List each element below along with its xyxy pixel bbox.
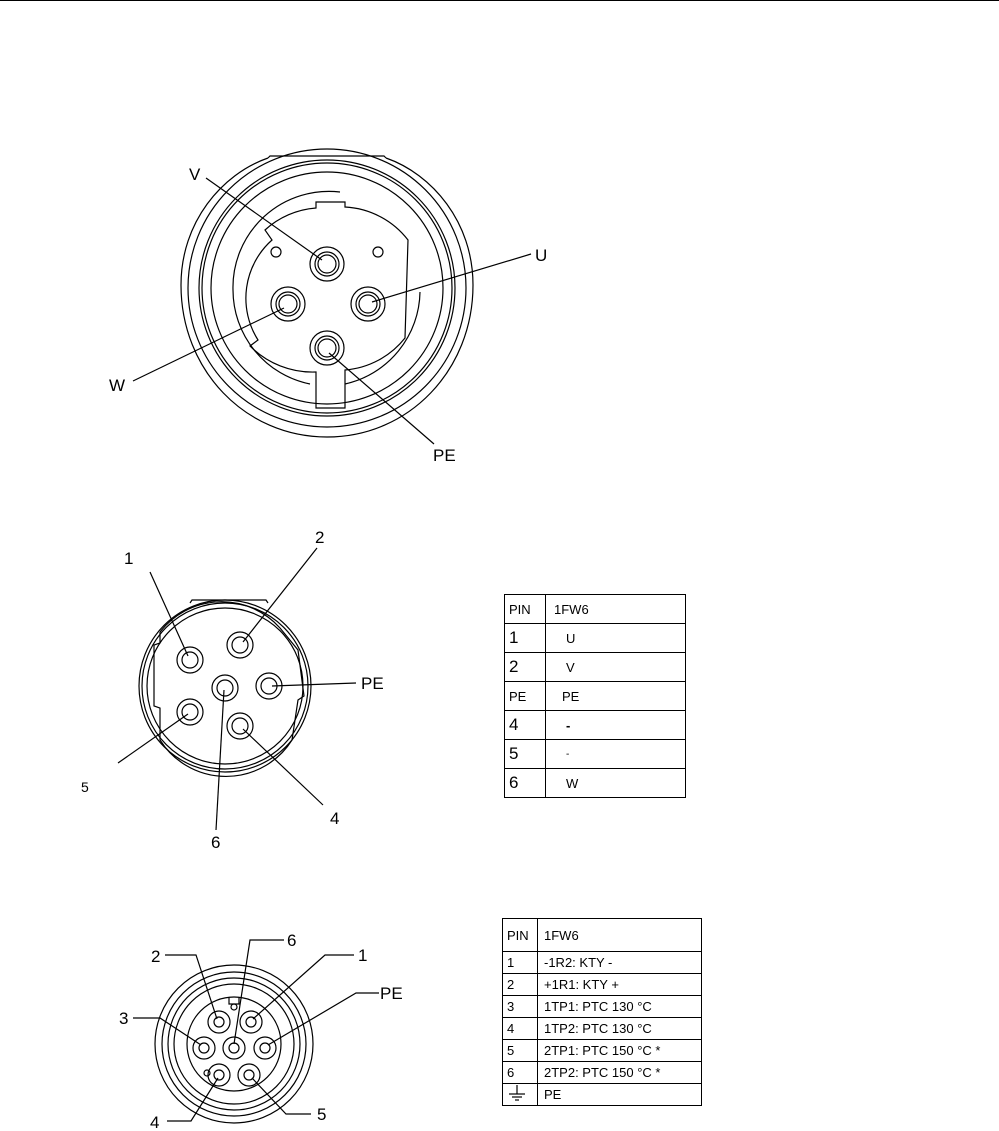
value-cell: U [546,624,686,653]
table-header [503,919,702,952]
label-u: U [535,246,548,265]
power-connector [133,149,531,444]
value-cell: 2TP2: PTC 150 °C * [538,1062,702,1084]
value-cell: W [546,769,686,798]
leader-pe2 [272,683,356,686]
leader-w [133,308,284,381]
label-pin4: 4 [330,809,340,828]
table-row [505,682,686,711]
value-cell: 1TP1: PTC 130 °C [538,996,702,1018]
table-row [503,952,702,974]
label-v: V [189,165,201,184]
label-pin5: 5 [81,779,89,795]
pin-cell: 5 [505,740,546,769]
pin-cell [503,1084,538,1106]
label-w: W [109,376,126,395]
pin-cell: 3 [503,996,538,1018]
pin-table-power [504,594,686,798]
pin-cell: 2 [505,653,546,682]
label-pin2: 2 [315,528,325,547]
pin-cell: 5 [503,1040,538,1062]
label-sig-pin1: 1 [358,946,368,965]
value-cell: V [546,653,686,682]
table-row [503,1018,702,1040]
label-pe2: PE [361,674,384,693]
table-row [503,1062,702,1084]
pin-cell: 1 [505,624,546,653]
label-sig-pin3: 3 [119,1009,129,1028]
table-row [503,1040,702,1062]
label-pin1: 1 [124,549,134,568]
table-header [505,595,686,624]
leader-pin1 [150,572,188,656]
header-value: 1FW6 [538,919,702,952]
label-pin6: 6 [211,833,221,852]
label-sig-pin2: 2 [151,947,161,966]
label-pe: PE [433,446,456,465]
value-cell: +1R1: KTY + [538,974,702,996]
label-sig-pin6: 6 [287,931,297,950]
leader-pin6 [216,690,224,830]
table-row [505,711,686,740]
table-row [503,996,702,1018]
ground-icon [507,1084,527,1102]
pin-cell: 1 [503,952,538,974]
label-sig-pe: PE [380,984,403,1003]
header-value: 1FW6 [546,595,686,624]
table-row [505,653,686,682]
value-cell: 1TP2: PTC 130 °C [538,1018,702,1040]
pin-cell: 6 [505,769,546,798]
value-cell: - [546,740,686,769]
value-cell: - [546,711,686,740]
value-cell: 2TP1: PTC 150 °C * [538,1040,702,1062]
pin-cell: PE [505,682,546,711]
table-row [503,1084,702,1106]
pin-cell: 6 [503,1062,538,1084]
leader-pin5 [118,714,188,763]
pin-cell: 4 [505,711,546,740]
six-pin-connector [118,548,356,830]
label-sig-pin4: 4 [150,1113,160,1131]
value-cell: PE [538,1084,702,1106]
value-cell: -1R2: KTY - [538,952,702,974]
label-sig-pin5: 5 [317,1105,327,1124]
pin-table-signal [502,918,702,1106]
pin-cell: 2 [503,974,538,996]
value-cell: PE [546,682,686,711]
leader-sig-pin3 [133,1018,201,1045]
table-row [505,769,686,798]
header-pin: PIN [505,595,546,624]
table-row [505,624,686,653]
table-row [505,740,686,769]
signal-connector [133,940,379,1123]
pin-cell: 4 [503,1018,538,1040]
header-pin: PIN [503,919,538,952]
table-row [503,974,702,996]
